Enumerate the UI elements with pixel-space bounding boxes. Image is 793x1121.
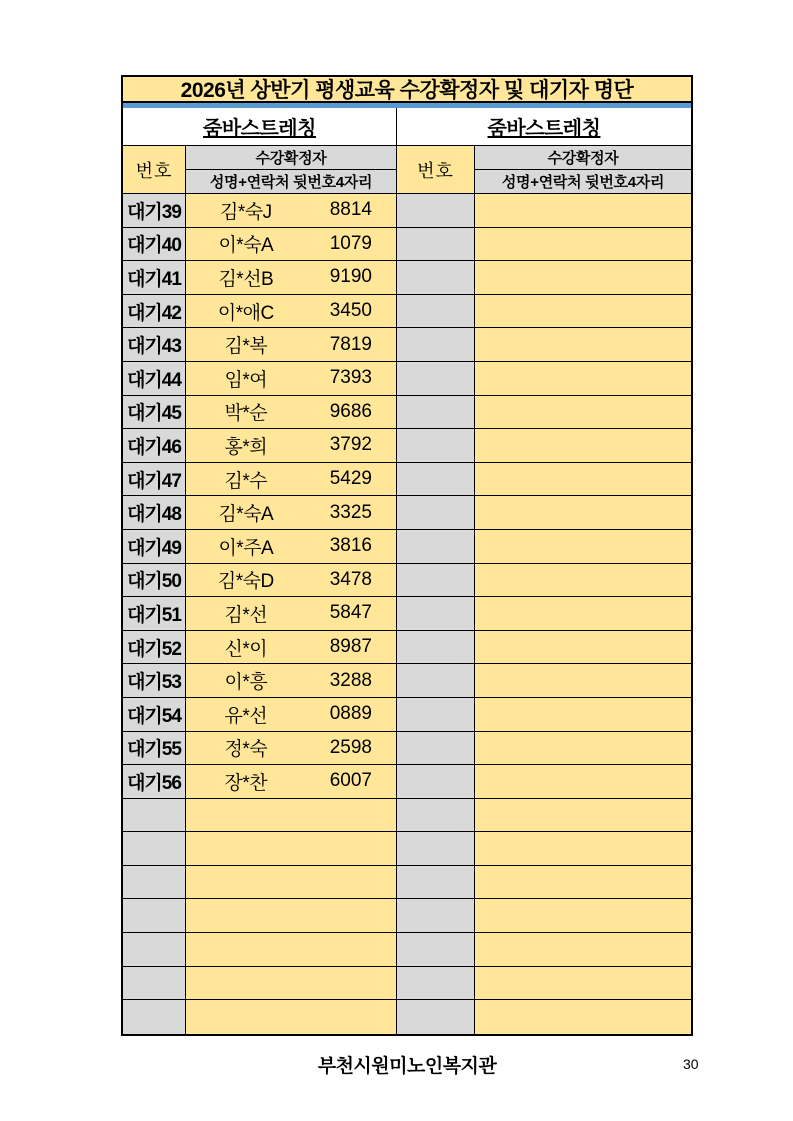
member-phone-digits: 8814: [329, 199, 372, 221]
class-title-right: 줌바스트레칭: [487, 118, 601, 140]
member-cell: [186, 228, 397, 261]
waitlist-number-cell-right: [397, 597, 475, 630]
member-name: 임*여: [224, 369, 268, 391]
class-title-left: 줌바스트레칭: [123, 108, 397, 145]
member-cell: [186, 396, 397, 429]
waitlist-number-cell: 대기41: [123, 261, 186, 294]
member-cell: [186, 765, 397, 798]
table-body: [123, 194, 691, 1034]
member-cell: [186, 866, 397, 899]
member-cell: [186, 328, 397, 361]
member-cell-right: [475, 194, 691, 227]
waitlist-number-cell: 대기50: [123, 564, 186, 597]
member-cell-right: [475, 899, 691, 932]
waitlist-number-cell: 대기43: [123, 328, 186, 361]
member-cell-right: [475, 597, 691, 630]
waitlist-number-cell-right: [397, 631, 475, 664]
waitlist-number-cell-right: [397, 362, 475, 395]
waitlist-number-cell: [123, 866, 186, 899]
table-row: [123, 463, 691, 497]
member-cell-right: [475, 664, 691, 697]
column-header-name-contact-right: 성명+연락처 뒷번호4자리: [475, 170, 691, 194]
table-row: [123, 799, 691, 833]
waitlist-number-cell: 대기48: [123, 496, 186, 529]
waitlist-number-cell-right: [397, 866, 475, 899]
member-cell: [186, 732, 397, 765]
waitlist-number-cell: [123, 899, 186, 932]
column-header-row: [123, 146, 691, 194]
page-title: 2026년 상반기 평생교육 수강확정자 및 대기자 명단: [123, 77, 691, 103]
member-cell: [186, 967, 397, 1000]
member-name: 이*주A: [218, 537, 274, 559]
member-phone-digits: 5847: [329, 602, 372, 624]
member-name: 홍*희: [224, 436, 268, 458]
member-cell-right: [475, 698, 691, 731]
member-name: 장*찬: [224, 772, 268, 794]
member-name: 정*숙: [224, 739, 268, 761]
waitlist-number-cell-right: [397, 799, 475, 832]
member-cell-right: [475, 866, 691, 899]
table-row: [123, 564, 691, 598]
page-number: 30: [683, 1056, 699, 1072]
table-row: [123, 295, 691, 329]
member-phone-digits: 9190: [329, 266, 372, 288]
waitlist-number-cell-right: [397, 664, 475, 697]
member-cell: [186, 933, 397, 966]
waitlist-number-cell: 대기45: [123, 396, 186, 429]
column-header-number-left: 번호: [123, 146, 186, 193]
member-cell: [186, 698, 397, 731]
waitlist-number-cell: [123, 967, 186, 1000]
member-cell: [186, 530, 397, 563]
waitlist-number-cell: [123, 799, 186, 832]
waitlist-number-cell: 대기46: [123, 429, 186, 462]
waitlist-number-cell: 대기52: [123, 631, 186, 664]
waitlist-number-cell-right: [397, 496, 475, 529]
table-row: [123, 597, 691, 631]
member-cell: [186, 429, 397, 462]
member-phone-digits: 3450: [329, 300, 372, 322]
table-row: [123, 967, 691, 1001]
member-name: 김*수: [224, 470, 268, 492]
member-name: 김*숙J: [220, 201, 272, 223]
waitlist-number-cell-right: [397, 295, 475, 328]
waitlist-number-cell-right: [397, 228, 475, 261]
waitlist-number-cell: 대기42: [123, 295, 186, 328]
member-cell: [186, 362, 397, 395]
waitlist-number-cell: 대기44: [123, 362, 186, 395]
member-name: 이*숙A: [218, 235, 274, 257]
table-row: [123, 664, 691, 698]
member-name: 신*이: [224, 638, 268, 660]
member-cell: [186, 597, 397, 630]
table-row: [123, 732, 691, 766]
member-phone-digits: 1079: [329, 232, 372, 254]
member-cell-right: [475, 429, 691, 462]
member-cell-right: [475, 1000, 691, 1034]
waitlist-number-cell-right: [397, 832, 475, 865]
waitlist-number-cell-right: [397, 194, 475, 227]
waitlist-number-cell-right: [397, 564, 475, 597]
column-header-confirmed-left: 수강확정자: [186, 146, 396, 170]
waitlist-number-cell-right: [397, 765, 475, 798]
member-cell-right: [475, 832, 691, 865]
member-cell-right: [475, 496, 691, 529]
waitlist-number-cell-right: [397, 328, 475, 361]
waitlist-number-cell: [123, 1000, 186, 1034]
member-cell-right: [475, 328, 691, 361]
member-cell: [186, 564, 397, 597]
waitlist-number-cell: 대기55: [123, 732, 186, 765]
member-phone-digits: 7819: [329, 333, 372, 355]
member-name: 유*선: [224, 705, 268, 727]
member-cell: [186, 832, 397, 865]
table-row: [123, 933, 691, 967]
waitlist-number-cell: 대기51: [123, 597, 186, 630]
table-row: [123, 1000, 691, 1034]
waitlist-number-cell: 대기49: [123, 530, 186, 563]
waitlist-number-cell: 대기56: [123, 765, 186, 798]
member-cell-right: [475, 631, 691, 664]
waitlist-number-cell-right: [397, 1000, 475, 1034]
member-cell-right: [475, 967, 691, 1000]
member-phone-digits: 3325: [329, 501, 372, 523]
table-row: [123, 429, 691, 463]
member-cell-right: [475, 765, 691, 798]
member-name: 김*복: [224, 336, 268, 358]
member-cell: [186, 463, 397, 496]
member-cell-right: [475, 530, 691, 563]
member-cell-right: [475, 396, 691, 429]
waitlist-number-cell: 대기47: [123, 463, 186, 496]
member-name: 김*선B: [218, 268, 274, 290]
member-cell: [186, 664, 397, 697]
member-phone-digits: 5429: [329, 468, 372, 490]
waitlist-number-cell-right: [397, 261, 475, 294]
member-phone-digits: 3816: [329, 535, 372, 557]
waitlist-number-cell: [123, 832, 186, 865]
member-cell: [186, 899, 397, 932]
waitlist-number-cell-right: [397, 530, 475, 563]
member-cell: [186, 799, 397, 832]
waitlist-number-cell: 대기39: [123, 194, 186, 227]
table-row: [123, 261, 691, 295]
waitlist-number-cell-right: [397, 429, 475, 462]
table-row: [123, 698, 691, 732]
waitlist-number-cell-right: [397, 396, 475, 429]
member-cell: [186, 631, 397, 664]
column-header-confirmed-right: 수강확정자: [475, 146, 691, 170]
table-row: [123, 631, 691, 665]
member-name: 김*선: [224, 604, 268, 626]
member-cell: [186, 261, 397, 294]
waitlist-number-cell-right: [397, 732, 475, 765]
table-row: [123, 396, 691, 430]
waitlist-number-cell-right: [397, 463, 475, 496]
member-name: 이*흥: [224, 672, 268, 694]
table-row: [123, 362, 691, 396]
table-row: [123, 194, 691, 228]
waitlist-number-cell: [123, 933, 186, 966]
column-header-stack-left: [186, 146, 397, 193]
member-cell-right: [475, 732, 691, 765]
member-name: 이*애C: [217, 302, 274, 324]
member-phone-digits: 3478: [329, 568, 372, 590]
column-header-stack-right: [475, 146, 691, 193]
class-section-row: [123, 108, 691, 146]
member-cell: [186, 496, 397, 529]
member-cell: [186, 295, 397, 328]
waitlist-number-cell: 대기40: [123, 228, 186, 261]
member-name: 김*숙D: [217, 571, 274, 593]
waitlist-number-cell-right: [397, 899, 475, 932]
member-phone-digits: 2598: [329, 736, 372, 758]
table-row: [123, 496, 691, 530]
member-phone-digits: 7393: [329, 367, 372, 389]
waitlist-number-cell-right: [397, 698, 475, 731]
table-row: [123, 899, 691, 933]
member-cell-right: [475, 564, 691, 597]
table-row: [123, 866, 691, 900]
footer-organization: 부천시원미노인복지관: [317, 1056, 497, 1077]
member-cell-right: [475, 799, 691, 832]
member-cell: [186, 194, 397, 227]
table-row: [123, 328, 691, 362]
waitlist-number-cell: 대기54: [123, 698, 186, 731]
table-row: [123, 228, 691, 262]
waitlist-number-cell: 대기53: [123, 664, 186, 697]
member-phone-digits: 6007: [329, 770, 372, 792]
member-phone-digits: 0889: [329, 703, 372, 725]
member-cell-right: [475, 295, 691, 328]
member-phone-digits: 3792: [329, 434, 372, 456]
member-cell-right: [475, 463, 691, 496]
member-name: 김*숙A: [218, 504, 274, 526]
table-row: [123, 765, 691, 799]
waitlist-table: [121, 75, 693, 1036]
table-row: [123, 530, 691, 564]
member-phone-digits: 9686: [329, 400, 372, 422]
member-cell-right: [475, 362, 691, 395]
column-header-number-right: 번호: [397, 146, 475, 193]
member-cell-right: [475, 228, 691, 261]
column-header-name-contact-left: 성명+연락처 뒷번호4자리: [186, 170, 396, 194]
member-cell-right: [475, 261, 691, 294]
member-phone-digits: 8987: [329, 636, 372, 658]
member-name: 박*순: [224, 403, 268, 425]
waitlist-number-cell-right: [397, 933, 475, 966]
waitlist-number-cell-right: [397, 967, 475, 1000]
member-phone-digits: 3288: [329, 669, 372, 691]
table-row: [123, 832, 691, 866]
member-cell: [186, 1000, 397, 1034]
member-cell-right: [475, 933, 691, 966]
